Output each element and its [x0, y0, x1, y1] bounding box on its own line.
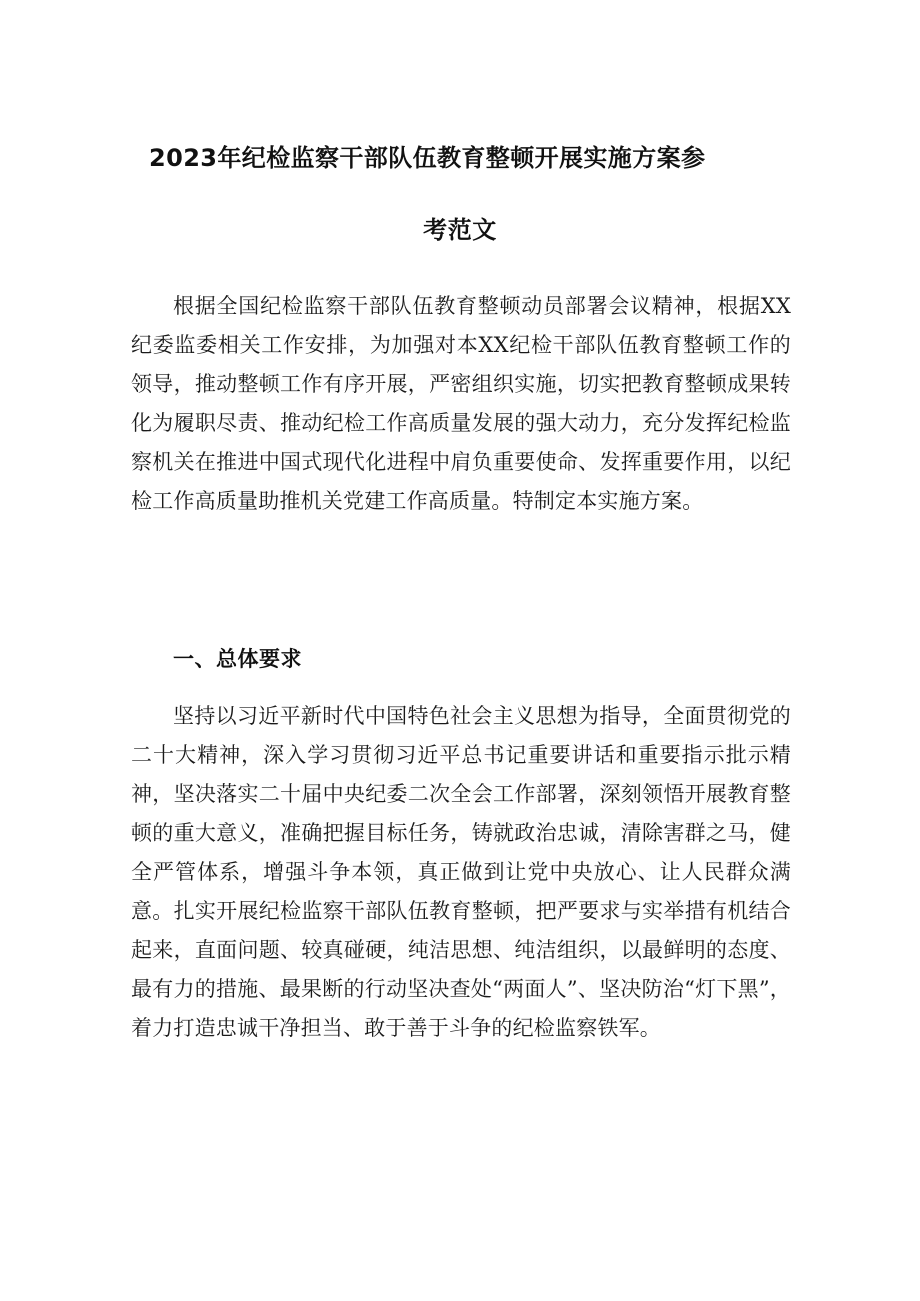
document-title-line-1: 2023年纪检监察干部队伍教育整顿开展实施方案参 — [149, 144, 706, 172]
intro-paragraph: 根据全国纪检监察干部队伍教育整顿动员部署会议精神，根据XX纪委监委相关工作安排，为加强对本XX纪检干部队伍教育整顿工作的领导，推动整顿工作有序开展，严密组织实施，切实把教育整顿成果转化为履职尽责、推动纪检工作高质量发展的强大动力，充分发挥纪检监察机关在推进中国式现代化进程中肩负重要使命、发挥重要作用，以纪检工作高质量助推机关党建工作高质量。特制定本实施方案。 — [131, 294, 791, 513]
section-heading-general-requirements: 一、总体要求 — [173, 647, 302, 671]
general-requirements-paragraph: 坚持以习近平新时代中国特色社会主义思想为指导，全面贯彻党的二十大精神，深入学习贯彻习近平总书记重要讲话和重要指示批示精神，坚决落实二十届中央纪委二次全会工作部署，深刻领悟开展教育整顿的重大意义，准确把握目标任务，铸就政治忠诚，清除害群之马，健全严管体系，增强斗争本领，真正做到让党中央放心、让人民群众满意。扎实开展纪检监察干部队伍教育整顿，把严要求与实举措有机结合起来，直面问题、较真碰硬，纯洁思想、纯洁组织，以最鲜明的态度、最有力的措施、最果断的行动坚决查处“两面人”、坚决防治“灯下黑”，着力打造忠诚干净担当、敢于善于斗争的纪检监察铁军。 — [131, 704, 791, 1040]
document-title-line-2: 考范文 — [423, 216, 497, 244]
